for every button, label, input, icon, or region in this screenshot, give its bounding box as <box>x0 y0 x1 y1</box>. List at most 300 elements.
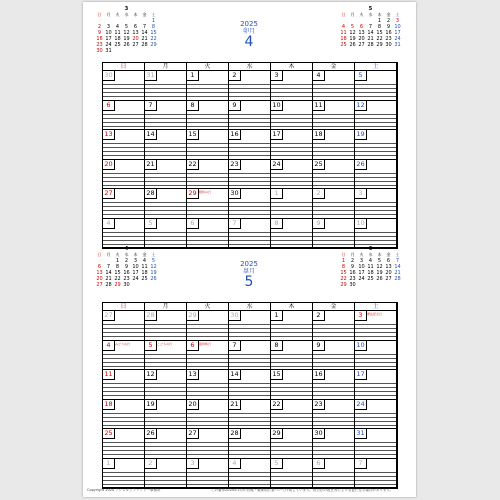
day-cell[interactable] <box>271 71 313 101</box>
mini-day: 11 <box>340 30 347 36</box>
mini-day: 8 <box>341 264 346 270</box>
mini-day: 31 <box>105 48 112 54</box>
mini-weekday: 月 <box>350 252 355 257</box>
writing-line <box>355 155 396 156</box>
day-cell[interactable] <box>229 341 271 371</box>
mini-weekday: 水 <box>368 12 373 17</box>
day-cell[interactable] <box>229 189 271 219</box>
writing-line <box>229 358 270 359</box>
day-cell[interactable] <box>187 189 229 219</box>
month-title <box>219 20 279 50</box>
writing-line <box>103 472 144 473</box>
weekday-header: 金 <box>313 63 355 71</box>
mini-weekday: 土 <box>151 12 156 17</box>
day-number: 18 <box>313 130 325 140</box>
writing-line <box>187 126 228 127</box>
day-number: 6 <box>187 341 199 351</box>
writing-line <box>187 147 228 148</box>
writing-line <box>187 421 228 422</box>
mini-day: 10 <box>394 24 401 30</box>
writing-line <box>103 421 144 422</box>
writing-line <box>355 236 396 237</box>
day-cell[interactable] <box>103 130 145 160</box>
writing-line <box>271 206 312 207</box>
day-cell[interactable] <box>187 400 229 430</box>
writing-line <box>313 332 354 333</box>
writing-line <box>271 202 312 203</box>
day-number: 18 <box>103 400 115 410</box>
writing-line <box>355 92 396 93</box>
mini-day: 12 <box>349 30 356 36</box>
day-cell[interactable] <box>229 101 271 131</box>
day-number: 4 <box>103 219 115 229</box>
day-cell[interactable] <box>271 459 313 489</box>
day-cell[interactable] <box>229 459 271 489</box>
writing-line <box>271 126 312 127</box>
day-number: 1 <box>103 459 115 469</box>
writing-line <box>271 417 312 418</box>
mini-weekday: 金 <box>142 252 147 257</box>
day-number: 8 <box>271 219 283 229</box>
writing-line <box>229 88 270 89</box>
writing-line <box>271 476 312 477</box>
day-cell[interactable] <box>229 160 271 190</box>
day-number: 15 <box>271 370 283 380</box>
day-cell[interactable] <box>313 130 355 160</box>
mini-day: 13 <box>132 30 139 36</box>
writing-line <box>187 417 228 418</box>
mini-day: 5 <box>377 258 382 264</box>
writing-line <box>145 173 186 174</box>
day-cell[interactable] <box>355 101 397 131</box>
writing-line <box>313 391 354 392</box>
mini-day: 14 <box>367 30 374 36</box>
day-number: 4 <box>229 459 241 469</box>
writing-line <box>313 484 354 485</box>
mini-day: 24 <box>358 276 365 282</box>
day-cell[interactable] <box>145 219 187 249</box>
writing-line <box>187 446 228 447</box>
writing-line <box>145 328 186 329</box>
day-cell[interactable] <box>187 311 229 341</box>
weekday-header: 土 <box>355 303 397 311</box>
day-cell[interactable] <box>229 130 271 160</box>
day-cell[interactable] <box>145 311 187 341</box>
writing-line <box>145 88 186 89</box>
writing-line <box>187 413 228 414</box>
day-cell[interactable] <box>271 160 313 190</box>
day-cell[interactable] <box>103 311 145 341</box>
writing-line <box>103 232 144 233</box>
mini-day: 10 <box>132 264 139 270</box>
day-cell[interactable] <box>229 370 271 400</box>
writing-line <box>145 96 186 97</box>
day-cell[interactable] <box>229 71 271 101</box>
day-number: 30 <box>229 311 241 321</box>
day-cell[interactable] <box>145 101 187 131</box>
mini-weekday: 日 <box>341 252 346 257</box>
day-cell[interactable] <box>313 71 355 101</box>
writing-line <box>103 177 144 178</box>
day-number: 30 <box>229 189 241 199</box>
writing-line <box>355 358 396 359</box>
writing-line <box>103 173 144 174</box>
mini-weekday: 金 <box>386 12 391 17</box>
day-number: 7 <box>229 219 241 229</box>
writing-line <box>229 177 270 178</box>
day-cell[interactable] <box>313 459 355 489</box>
day-number: 10 <box>355 341 367 351</box>
writing-line <box>103 332 144 333</box>
mini-day: 13 <box>385 264 392 270</box>
writing-line <box>187 122 228 123</box>
day-cell[interactable] <box>229 219 271 249</box>
writing-line <box>145 417 186 418</box>
writing-line <box>187 484 228 485</box>
day-cell[interactable] <box>271 130 313 160</box>
mini-day: 28 <box>367 42 374 48</box>
day-number: 27 <box>187 429 199 439</box>
writing-line <box>229 472 270 473</box>
mini-day: 9 <box>124 264 129 270</box>
day-number: 28 <box>145 311 157 321</box>
mini-day: 3 <box>359 258 364 264</box>
mini-weekday: 水 <box>368 252 373 257</box>
month-title <box>219 260 279 290</box>
day-number: 23 <box>313 400 325 410</box>
mini-day: 27 <box>358 42 365 48</box>
writing-line <box>103 358 144 359</box>
writing-line <box>313 232 354 233</box>
writing-line <box>145 336 186 337</box>
writing-line <box>103 214 144 215</box>
writing-line <box>103 118 144 119</box>
mini-day: 21 <box>105 276 112 282</box>
day-cell[interactable] <box>145 429 187 459</box>
day-cell[interactable] <box>271 370 313 400</box>
writing-line <box>145 214 186 215</box>
day-cell[interactable] <box>313 311 355 341</box>
mini-day: 22 <box>340 276 347 282</box>
writing-line <box>355 480 396 481</box>
writing-line <box>229 413 270 414</box>
writing-line <box>229 244 270 245</box>
day-cell[interactable] <box>103 341 145 371</box>
day-cell[interactable] <box>355 130 397 160</box>
day-cell[interactable] <box>313 370 355 400</box>
day-cell[interactable] <box>103 160 145 190</box>
writing-line <box>271 413 312 414</box>
mini-day: 8 <box>115 264 120 270</box>
mini-day: 1 <box>115 258 120 264</box>
day-cell[interactable] <box>271 429 313 459</box>
day-cell[interactable] <box>145 459 187 489</box>
writing-line <box>229 151 270 152</box>
day-number: 9 <box>313 219 325 229</box>
writing-line <box>355 173 396 174</box>
writing-line <box>313 202 354 203</box>
writing-line <box>271 358 312 359</box>
writing-line <box>229 214 270 215</box>
day-cell[interactable] <box>271 400 313 430</box>
day-cell[interactable] <box>355 400 397 430</box>
day-cell[interactable] <box>355 160 397 190</box>
writing-line <box>271 366 312 367</box>
day-cell[interactable] <box>103 219 145 249</box>
day-cell[interactable] <box>187 341 229 371</box>
mini-calendar-next <box>339 246 402 290</box>
writing-line <box>355 122 396 123</box>
writing-line <box>271 383 312 384</box>
mini-day: 24 <box>394 36 401 42</box>
writing-line <box>103 446 144 447</box>
writing-line <box>355 484 396 485</box>
writing-line <box>271 244 312 245</box>
day-cell[interactable] <box>355 219 397 249</box>
mini-day: 7 <box>395 258 400 264</box>
day-number: 27 <box>103 189 115 199</box>
writing-line <box>229 84 270 85</box>
writing-line <box>313 454 354 455</box>
writing-line <box>187 185 228 186</box>
mini-day: 8 <box>377 24 382 30</box>
day-cell[interactable] <box>313 400 355 430</box>
writing-line <box>229 362 270 363</box>
mini-day: 7 <box>106 264 111 270</box>
mini-day: 18 <box>114 36 121 42</box>
mini-day: 20 <box>358 36 365 42</box>
day-cell[interactable] <box>355 459 397 489</box>
mini-day: 3 <box>133 258 138 264</box>
day-cell[interactable] <box>313 341 355 371</box>
day-cell[interactable] <box>103 101 145 131</box>
day-cell[interactable] <box>103 370 145 400</box>
day-cell[interactable] <box>355 311 397 341</box>
writing-line <box>229 442 270 443</box>
mini-day: 11 <box>114 30 121 36</box>
writing-line <box>271 151 312 152</box>
writing-line <box>145 472 186 473</box>
day-cell[interactable] <box>145 400 187 430</box>
day-cell[interactable] <box>355 189 397 219</box>
writing-line <box>313 143 354 144</box>
day-cell[interactable] <box>271 341 313 371</box>
mini-weekday: 水 <box>124 252 129 257</box>
mini-day: 17 <box>394 30 401 36</box>
day-cell[interactable] <box>145 189 187 219</box>
day-cell[interactable] <box>103 189 145 219</box>
writing-line <box>355 244 396 245</box>
day-number: 19 <box>145 400 157 410</box>
mini-day: 11 <box>367 264 374 270</box>
writing-line <box>313 387 354 388</box>
mini-day: 28 <box>141 42 148 48</box>
writing-line <box>187 383 228 384</box>
day-cell[interactable] <box>271 189 313 219</box>
writing-line <box>355 366 396 367</box>
mini-day: 14 <box>141 30 148 36</box>
writing-line <box>229 324 270 325</box>
writing-line <box>187 362 228 363</box>
mini-weekday: 日 <box>341 12 346 17</box>
writing-line <box>187 454 228 455</box>
writing-line <box>313 358 354 359</box>
writing-line <box>103 417 144 418</box>
writing-line <box>271 114 312 115</box>
day-cell[interactable] <box>145 370 187 400</box>
day-cell[interactable] <box>313 101 355 131</box>
mini-weekday: 水 <box>124 12 129 17</box>
mini-day: 11 <box>141 264 148 270</box>
day-cell[interactable] <box>103 400 145 430</box>
writing-line <box>187 450 228 451</box>
writing-line <box>313 126 354 127</box>
mini-day: 28 <box>394 276 401 282</box>
writing-line <box>187 476 228 477</box>
writing-line <box>103 84 144 85</box>
day-number: 26 <box>145 429 157 439</box>
day-cell[interactable] <box>103 459 145 489</box>
day-number: 4 <box>103 341 115 351</box>
writing-line <box>313 151 354 152</box>
day-cell[interactable] <box>229 429 271 459</box>
day-cell[interactable] <box>187 459 229 489</box>
day-cell[interactable] <box>355 341 397 371</box>
writing-line <box>187 442 228 443</box>
day-cell[interactable] <box>103 71 145 101</box>
writing-line <box>355 387 396 388</box>
mini-day: 12 <box>150 264 157 270</box>
writing-line <box>103 155 144 156</box>
day-cell[interactable] <box>187 71 229 101</box>
writing-line <box>313 450 354 451</box>
day-number: 28 <box>229 429 241 439</box>
day-cell[interactable] <box>229 311 271 341</box>
mini-day: 19 <box>349 36 356 42</box>
writing-line <box>229 114 270 115</box>
weekday-header: 火 <box>187 303 229 311</box>
writing-line <box>145 354 186 355</box>
day-cell[interactable] <box>355 71 397 101</box>
writing-line <box>271 232 312 233</box>
day-number: 9 <box>313 341 325 351</box>
writing-line <box>229 421 270 422</box>
day-cell[interactable] <box>145 71 187 101</box>
day-number: 2 <box>313 311 325 321</box>
mini-weekday: 木 <box>133 12 138 17</box>
writing-line <box>145 147 186 148</box>
day-number: 3 <box>355 311 367 321</box>
writing-line <box>187 181 228 182</box>
mini-day: 25 <box>340 42 347 48</box>
mini-calendar-next <box>339 6 402 50</box>
mini-day: 23 <box>96 42 103 48</box>
writing-line <box>145 210 186 211</box>
day-number: 17 <box>355 370 367 380</box>
holiday-label: こどもの日 <box>157 341 173 346</box>
day-number: 29 <box>271 429 283 439</box>
day-cell[interactable] <box>145 341 187 371</box>
day-number: 11 <box>103 370 115 380</box>
writing-line <box>313 210 354 211</box>
writing-line <box>355 118 396 119</box>
writing-line <box>103 450 144 451</box>
mini-day: 21 <box>394 270 401 276</box>
writing-line <box>355 446 396 447</box>
writing-line <box>313 236 354 237</box>
day-cell[interactable] <box>271 219 313 249</box>
day-cell[interactable] <box>187 130 229 160</box>
day-cell[interactable] <box>187 219 229 249</box>
writing-line <box>355 202 396 203</box>
writing-line <box>145 332 186 333</box>
day-cell[interactable] <box>313 429 355 459</box>
mini-day: 19 <box>123 36 130 42</box>
writing-line <box>271 155 312 156</box>
mini-day: 3 <box>395 18 400 24</box>
title-year: 2025 <box>240 20 258 28</box>
writing-line <box>103 484 144 485</box>
day-cell[interactable] <box>187 160 229 190</box>
writing-line <box>229 202 270 203</box>
day-cell[interactable] <box>187 101 229 131</box>
day-number: 2 <box>313 189 325 199</box>
mini-day: 16 <box>349 270 356 276</box>
day-cell[interactable] <box>103 429 145 459</box>
day-number: 2 <box>229 71 241 81</box>
writing-line <box>229 240 270 241</box>
writing-line <box>145 387 186 388</box>
mini-day: 29 <box>340 282 347 288</box>
day-cell[interactable] <box>145 130 187 160</box>
writing-line <box>229 173 270 174</box>
day-cell[interactable] <box>145 160 187 190</box>
day-number: 25 <box>103 429 115 439</box>
day-cell[interactable] <box>271 311 313 341</box>
day-cell[interactable] <box>187 429 229 459</box>
mini-day: 24 <box>105 42 112 48</box>
writing-line <box>313 244 354 245</box>
holiday-label: みどりの日 <box>115 341 131 346</box>
writing-line <box>313 366 354 367</box>
day-cell[interactable] <box>313 189 355 219</box>
mini-day: 10 <box>358 264 365 270</box>
day-cell[interactable] <box>187 370 229 400</box>
writing-line <box>355 425 396 426</box>
mini-day: 26 <box>150 276 157 282</box>
day-number: 26 <box>355 160 367 170</box>
mini-weekday: 木 <box>377 252 382 257</box>
day-cell[interactable] <box>313 160 355 190</box>
day-cell[interactable] <box>229 400 271 430</box>
writing-line <box>145 395 186 396</box>
writing-line <box>145 185 186 186</box>
mini-weekday: 木 <box>377 12 382 17</box>
mini-day: 7 <box>142 24 147 30</box>
day-cell[interactable] <box>271 101 313 131</box>
day-cell[interactable] <box>313 219 355 249</box>
writing-line <box>229 454 270 455</box>
writing-line <box>271 454 312 455</box>
day-number: 31 <box>355 429 367 439</box>
writing-line <box>229 155 270 156</box>
day-cell[interactable] <box>355 429 397 459</box>
day-cell[interactable] <box>355 370 397 400</box>
writing-line <box>145 118 186 119</box>
writing-line <box>271 446 312 447</box>
month-grid <box>102 62 398 249</box>
writing-line <box>103 324 144 325</box>
